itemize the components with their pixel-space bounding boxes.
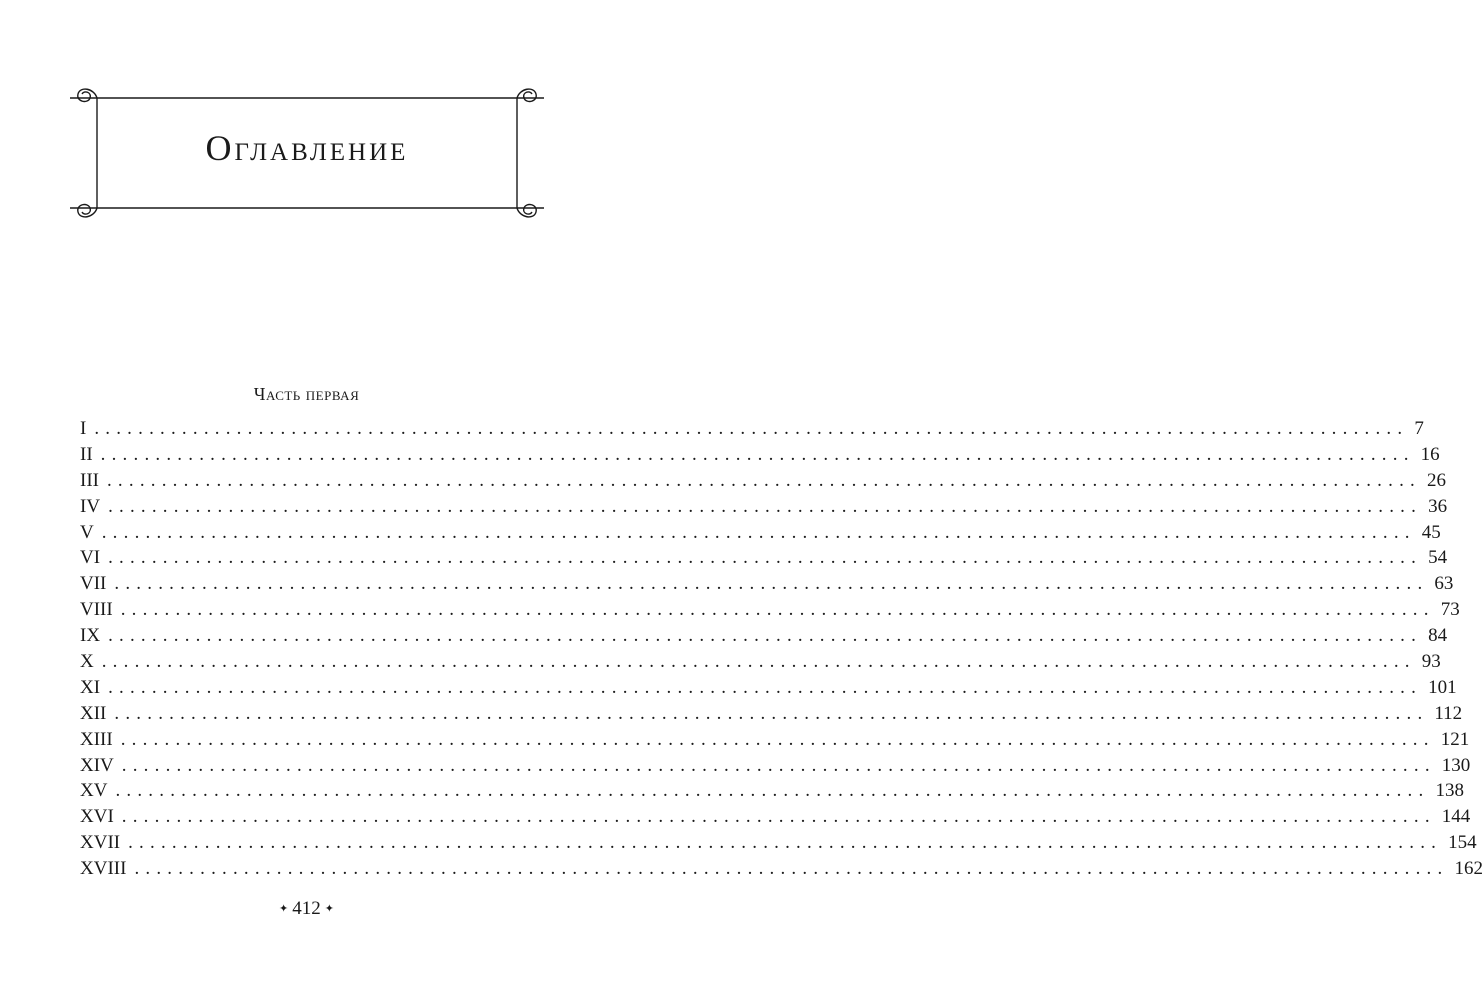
toc-entry[interactable]	[80, 416, 1424, 442]
dot-leader: ........................................................................................................................	[106, 469, 1421, 491]
chapter-page: 130	[1441, 754, 1471, 776]
dot-leader: ........................................................................................................................	[101, 521, 1416, 543]
dot-leader: ........................................................................................................................	[120, 728, 1435, 750]
chapter-numeral: XI	[80, 676, 101, 698]
page-number-footer	[0, 898, 613, 920]
chapter-numeral: III	[80, 469, 99, 491]
dot-leader: ........................................................................................................................	[134, 858, 1449, 880]
toc-entry[interactable]	[80, 545, 1448, 571]
chapter-page: 121	[1440, 728, 1470, 750]
toc-entry[interactable]	[80, 442, 1440, 468]
chapter-page: 144	[1441, 806, 1471, 828]
chapter-page: 26	[1426, 469, 1446, 491]
chapter-numeral: II	[80, 443, 93, 465]
toc-entry[interactable]	[80, 727, 1470, 753]
dot-leader: ........................................................................................................................	[114, 573, 1429, 595]
dot-leader: ........................................................................................................................	[108, 547, 1423, 569]
chapter-numeral: XVIII	[80, 858, 127, 880]
chapter-numeral: IV	[80, 495, 101, 517]
chapter-numeral: XVII	[80, 832, 121, 854]
toc-entry[interactable]	[80, 468, 1446, 494]
chapter-numeral: VII	[80, 573, 107, 595]
dot-leader: ........................................................................................................................	[128, 832, 1443, 854]
dot-leader: ........................................................................................................................	[121, 806, 1436, 828]
chapter-numeral: I	[80, 418, 87, 439]
dot-leader: ........................................................................................................................	[94, 418, 1409, 439]
toc-entry[interactable]	[80, 804, 1471, 830]
toc-entry[interactable]	[80, 597, 1460, 623]
chapter-numeral: VIII	[80, 599, 113, 621]
table-of-contents	[80, 416, 1483, 882]
chapter-numeral: VI	[80, 547, 101, 569]
chapter-page: 84	[1428, 625, 1448, 647]
page-number: 412	[292, 898, 321, 919]
toc-entry[interactable]	[80, 649, 1441, 675]
dot-leader: ........................................................................................................................	[114, 702, 1429, 724]
toc-entry[interactable]	[80, 753, 1471, 779]
part-heading: Часть первая	[253, 384, 360, 404]
chapter-page: 16	[1420, 443, 1440, 465]
toc-entry[interactable]	[80, 778, 1464, 804]
chapter-page: 101	[1428, 676, 1457, 698]
ornament-left-icon: ✦	[279, 903, 289, 916]
chapter-page: 54	[1428, 547, 1448, 569]
chapter-page: 93	[1421, 651, 1441, 673]
chapter-numeral: XIII	[80, 728, 113, 750]
toc-entry[interactable]	[80, 701, 1463, 727]
dot-leader: ........................................................................................................................	[101, 651, 1416, 673]
chapter-page: 63	[1434, 573, 1454, 595]
chapter-numeral: XIV	[80, 754, 114, 776]
dot-leader: ........................................................................................................................	[100, 443, 1415, 465]
chapter-numeral: XII	[80, 702, 107, 724]
chapter-page: 112	[1434, 702, 1463, 724]
toc-entry[interactable]	[80, 830, 1477, 856]
toc-entry[interactable]	[80, 623, 1448, 649]
toc-entry[interactable]	[80, 494, 1448, 520]
chapter-page: 73	[1440, 599, 1460, 621]
page-title: Оглавление	[205, 128, 409, 168]
title-frame	[68, 80, 546, 226]
toc-entry[interactable]	[80, 571, 1454, 597]
chapter-numeral: XVI	[80, 806, 114, 828]
chapter-page: 138	[1435, 780, 1464, 802]
chapter-page: 36	[1428, 495, 1448, 517]
ornament-right-icon: ✦	[324, 903, 334, 916]
chapter-numeral: IX	[80, 625, 101, 647]
chapter-page: 7	[1414, 418, 1424, 439]
chapter-numeral: V	[80, 521, 94, 543]
dot-leader: ........................................................................................................................	[115, 780, 1430, 802]
dot-leader: ........................................................................................................................	[108, 676, 1423, 698]
dot-leader: ........................................................................................................................	[120, 599, 1435, 621]
chapter-page: 45	[1421, 521, 1441, 543]
chapter-numeral: X	[80, 651, 94, 673]
dot-leader: ........................................................................................................................	[108, 625, 1423, 647]
toc-entry[interactable]	[80, 675, 1457, 701]
chapter-page: 154	[1448, 832, 1477, 854]
dot-leader: ........................................................................................................................	[121, 754, 1436, 776]
dot-leader: ........................................................................................................................	[108, 495, 1423, 517]
toc-entry[interactable]	[80, 520, 1441, 546]
chapter-numeral: XV	[80, 780, 108, 802]
chapter-page: 162	[1454, 858, 1483, 880]
toc-entry[interactable]	[80, 856, 1483, 882]
